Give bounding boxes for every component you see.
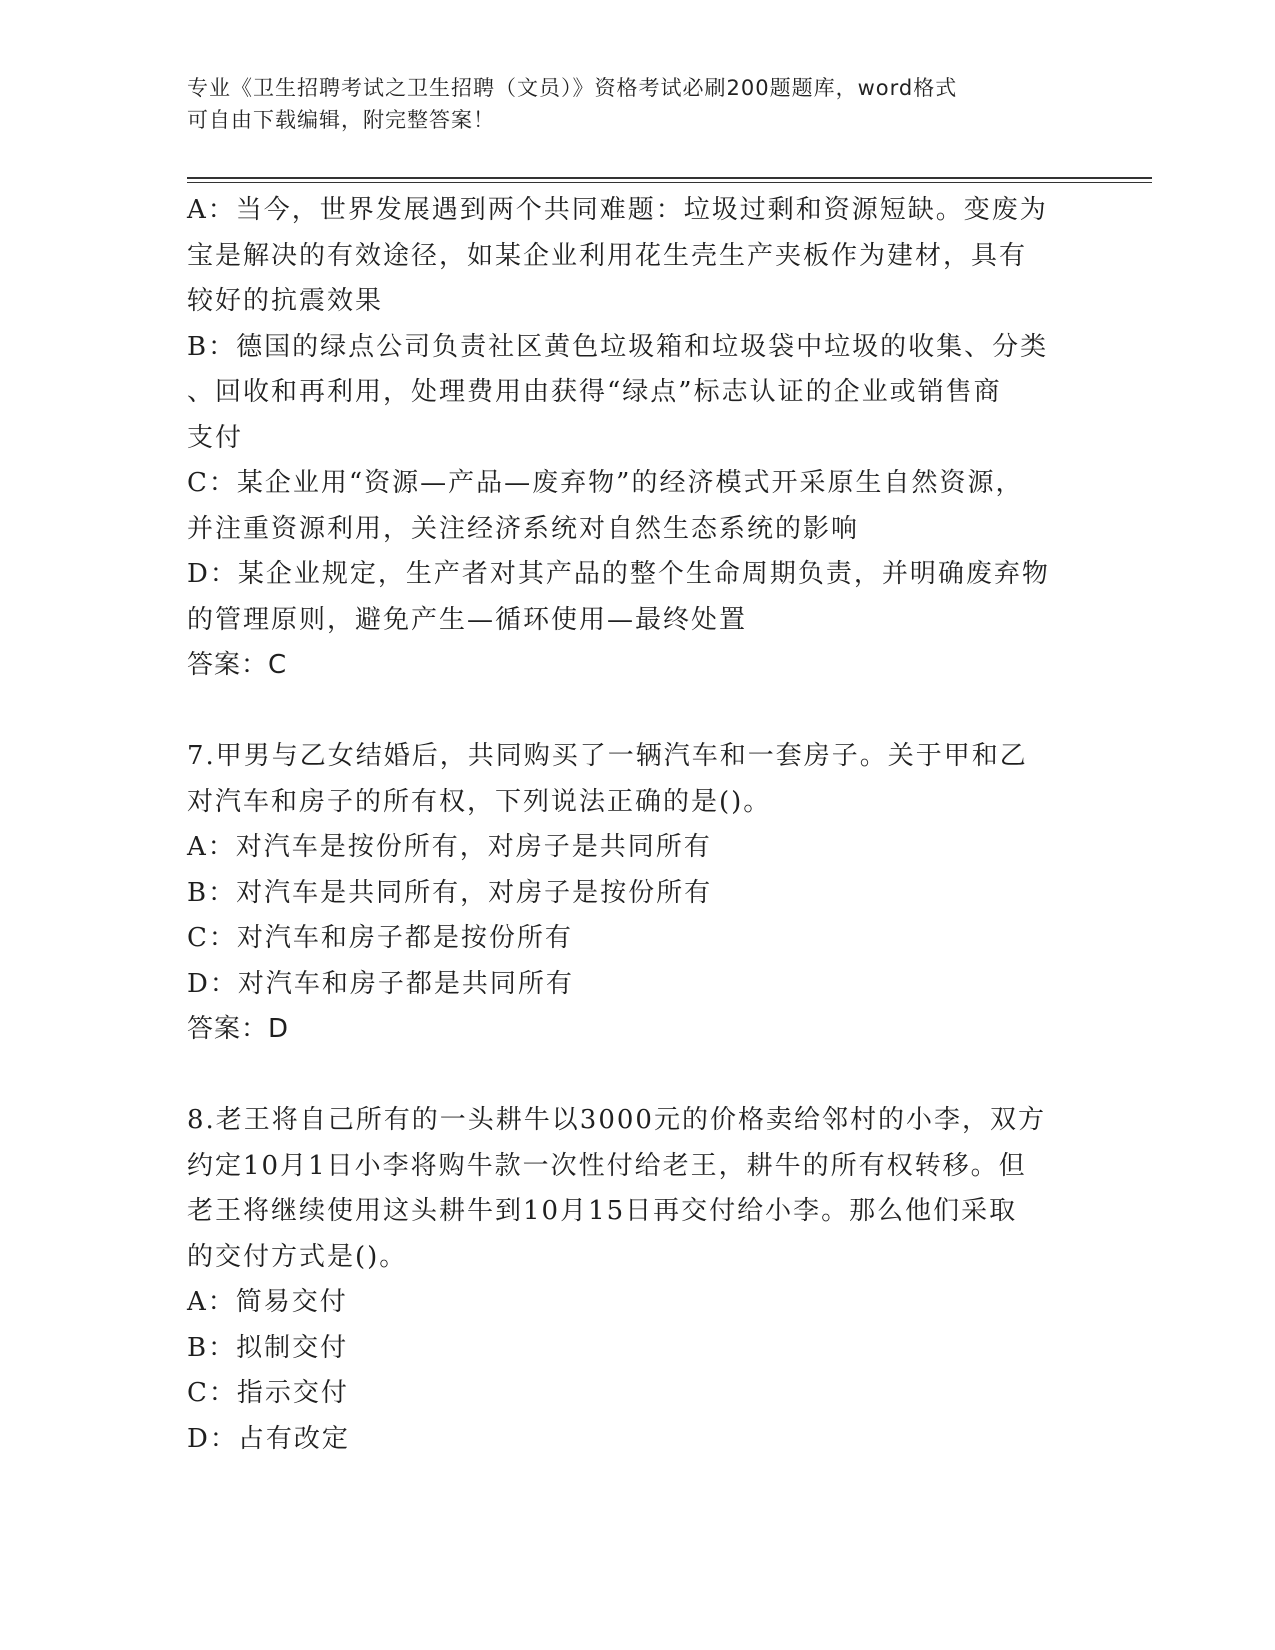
question-spacer — [187, 689, 1087, 735]
q7-stem-line: 7.甲男与乙女结婚后，共同购买了一辆汽车和一套房子。关于甲和乙 — [187, 741, 1028, 771]
q8-stem — [187, 1098, 1087, 1280]
q8-stem-line: 8.老王将自己所有的一头耕牛以3000元的价格卖给邻村的小李，双方 — [187, 1105, 1046, 1135]
q6-option-b-line: 、回收和再利用，处理费用由获得“绿点”标志认证的企业或销售商 — [187, 377, 1002, 407]
header-line-1: 专业《卫生招聘考试之卫生招聘（文员）》资格考试必刷200题题库，word格式 — [187, 76, 958, 100]
q7-option-b: B：对汽车是共同所有，对房子是按份所有 — [187, 877, 713, 908]
q7-option-a: A：对汽车是按份所有，对房子是共同所有 — [187, 832, 712, 862]
q8-option-d: D：占有改定 — [187, 1423, 350, 1454]
q6-option-a — [187, 188, 1087, 325]
q8-option-a: A：简易交付 — [187, 1287, 348, 1317]
q8-stem-line: 老王将继续使用这头耕牛到10月15日再交付给小李。那么他们采取 — [187, 1196, 1018, 1226]
q6-option-d-line: D：某企业规定，生产者对其产品的整个生命周期负责，并明确废弃物 — [187, 559, 1050, 589]
q6-option-b-line: B：德国的绿点公司负责社区黄色垃圾箱和垃圾袋中垃圾的收集、分类 — [187, 331, 1049, 362]
document-header — [187, 72, 1067, 136]
q8-option-b: B：拟制交付 — [187, 1332, 349, 1363]
q7-answer: 答案：D — [187, 1014, 290, 1044]
question-content — [187, 188, 1087, 1462]
q8-option-c: C：指示交付 — [187, 1378, 349, 1408]
q7-stem-line: 对汽车和房子的所有权，下列说法正确的是()。 — [187, 786, 772, 817]
q6-option-a-line: 宝是解决的有效途径，如某企业利用花生壳生产夹板作为建材，具有 — [187, 240, 1028, 271]
q6-option-d — [187, 552, 1087, 643]
q6-option-b-line: 支付 — [187, 422, 244, 453]
header-line-2: 可自由下载编辑，附完整答案！ — [187, 108, 495, 132]
q6-option-b — [187, 325, 1087, 462]
header-divider — [187, 177, 1152, 183]
q6-answer: 答案：C — [187, 650, 288, 680]
q7-option-d: D：对汽车和房子都是共同所有 — [187, 968, 574, 999]
q7-option-c: C：对汽车和房子都是按份所有 — [187, 923, 573, 953]
q6-option-a-line: A：当今，世界发展遇到两个共同难题：垃圾过剩和资源短缺。变废为 — [187, 195, 1048, 225]
q6-option-a-line: 较好的抗震效果 — [187, 286, 384, 316]
q6-option-d-line: 的管理原则，避免产生—循环使用—最终处置 — [187, 604, 748, 635]
q7-stem — [187, 734, 1087, 825]
q8-stem-line: 的交付方式是()。 — [187, 1241, 408, 1272]
q6-option-c-line: C：某企业用“资源—产品—废弃物”的经济模式开采原生自然资源， — [187, 468, 1024, 498]
q6-option-c — [187, 461, 1087, 552]
q6-option-c-line: 并注重资源利用，关注经济系统对自然生态系统的影响 — [187, 513, 860, 544]
q8-stem-line: 约定10月1日小李将购牛款一次性付给老王，耕牛的所有权转移。但 — [187, 1150, 1027, 1181]
question-spacer — [187, 1053, 1087, 1099]
